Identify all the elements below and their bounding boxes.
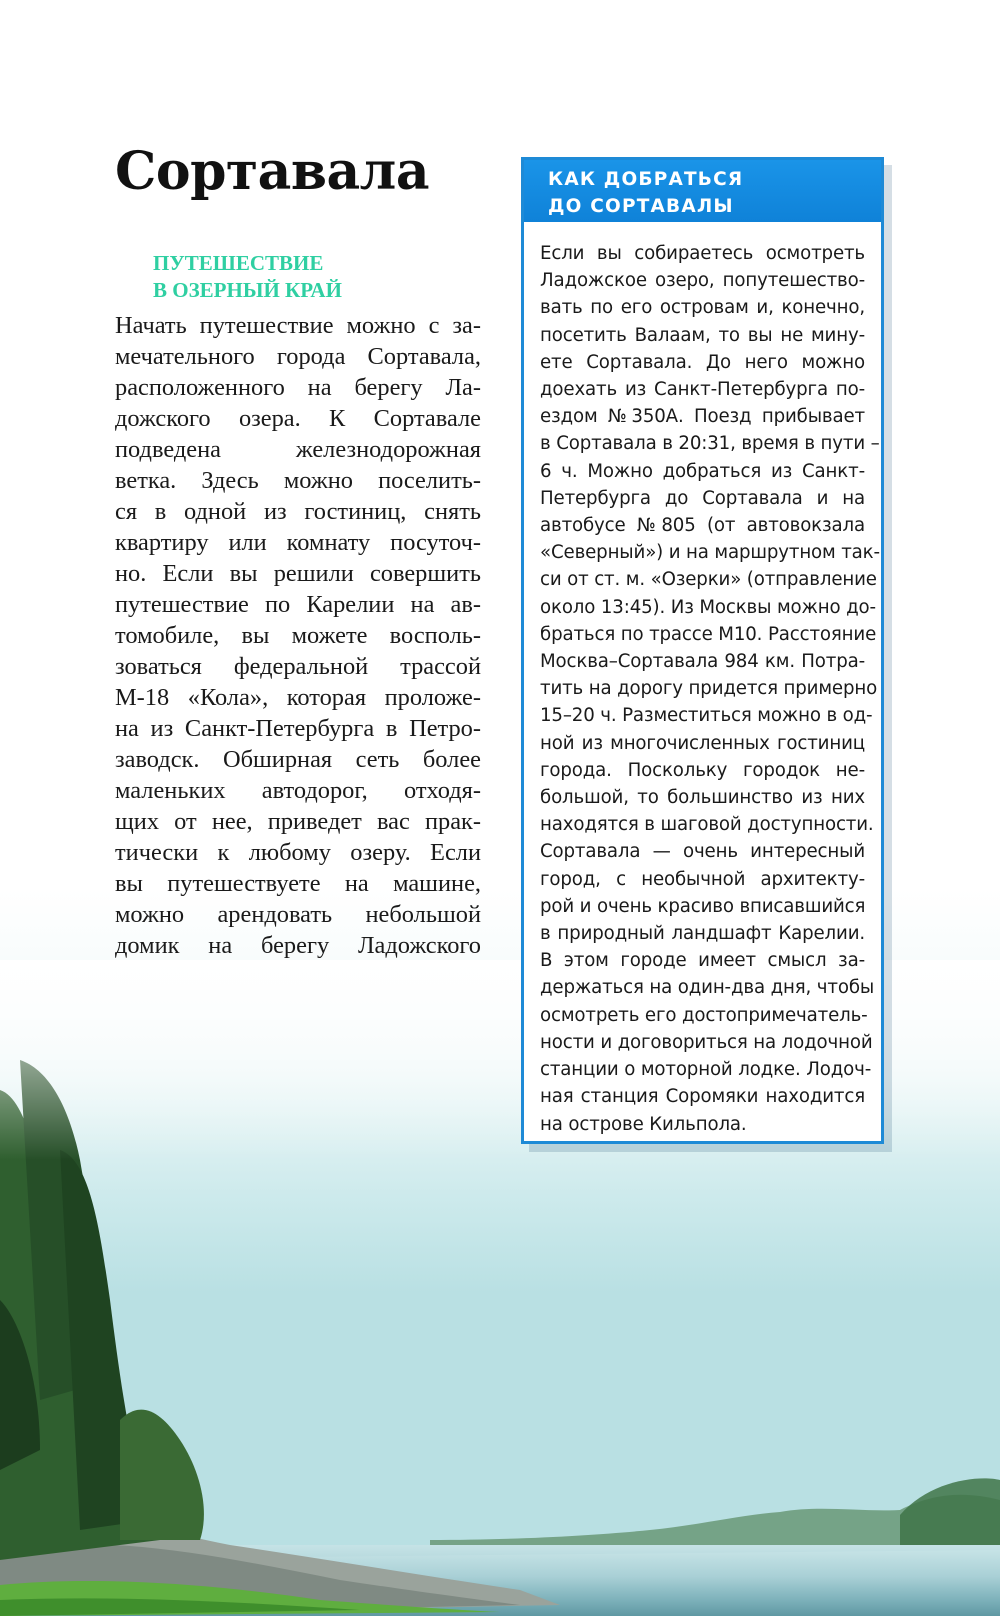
sidebar-line: в Сортавала в 20:31, время в пути – xyxy=(540,433,880,455)
body-line: дожского озера. К Сортавале xyxy=(115,405,481,432)
body-line: ся в одной из гостиниц, снять xyxy=(115,498,481,525)
sidebar-body xyxy=(540,240,880,1138)
sidebar-header xyxy=(524,160,881,222)
body-line: маленьких автодорог, отходя- xyxy=(115,777,481,804)
sidebar-line: 15–20 ч. Разместиться можно в од- xyxy=(540,705,873,727)
body-line: щих от нее, приведет вас прак- xyxy=(115,808,481,835)
sidebar-line: держаться на один-два дня, чтобы xyxy=(540,977,875,999)
body-line: подведена железнодорожная xyxy=(115,436,481,463)
sidebar-line: посетить Валаам, то вы не мину- xyxy=(540,324,865,346)
section-subheading xyxy=(153,250,342,304)
sidebar-line: ездом №350А. Поезд прибывает xyxy=(540,406,865,428)
body-line: мечательного города Сортавала, xyxy=(115,343,481,370)
body-line: домик на берегу Ладожского xyxy=(115,932,481,959)
body-line: зоваться федеральной трассой xyxy=(115,653,481,680)
sidebar-line: доехать из Санкт-Петербурга по- xyxy=(540,379,865,401)
body-line: расположенного на берегу Ла- xyxy=(115,374,481,401)
sidebar-line: ная станция Соромяки находится xyxy=(540,1086,865,1108)
sidebar-line: Петербурга до Сортавала и на xyxy=(540,487,865,509)
subheading-line: В ОЗЕРНЫЙ КРАЙ xyxy=(153,278,342,302)
sidebar-heading xyxy=(524,160,881,220)
sidebar-line: на острове Кильпола. xyxy=(540,1113,747,1135)
subheading-line: ПУТЕШЕСТВИЕ xyxy=(153,251,324,275)
sidebar-line: в природный ландшафт Карелии. xyxy=(540,923,865,945)
sidebar-line: автобусе №805 (от автовокзала xyxy=(540,515,865,537)
body-line: но. Если вы решили совершить xyxy=(115,560,481,587)
sidebar-line: город, с необычной архитекту- xyxy=(540,868,865,890)
body-line: можно арендовать небольшой xyxy=(115,901,481,928)
sidebar-line: тить на дорогу придется примерно xyxy=(540,678,878,700)
sidebar-line: рой и очень красиво вписавшийся xyxy=(540,895,866,917)
sidebar-line: ной из многочисленных гостиниц xyxy=(540,732,865,754)
sidebar-line: осмотреть его достопримечатель- xyxy=(540,1004,868,1026)
body-line: квартиру или комнату посуточ- xyxy=(115,529,481,556)
page-title: Сортавала xyxy=(115,141,430,202)
sidebar-line: Москва–Сортавала 984 км. Потра- xyxy=(540,651,865,673)
sidebar-line: около 13:45). Из Москвы можно до- xyxy=(540,596,876,618)
body-line: вы путешествуете на машине, xyxy=(115,870,481,897)
sidebar-line: находятся в шаговой доступности. xyxy=(540,814,874,836)
sidebar-line: В этом городе имеет смысл за- xyxy=(540,950,865,972)
body-line: тически к любому озеру. Если xyxy=(115,839,481,866)
sidebar-heading-line: ДО СОРТАВАЛЫ xyxy=(548,196,734,217)
body-line: Начать путешествие можно с за- xyxy=(115,312,481,339)
sidebar-line: «Северный») и на маршрутном так- xyxy=(540,542,880,564)
body-line: на из Санкт-Петербурга в Петро- xyxy=(115,715,481,742)
sidebar-line: браться по трассе М10. Расстояние xyxy=(540,623,877,645)
sidebar-line: ете Сортавала. До него можно xyxy=(540,351,865,373)
article-body xyxy=(115,310,481,961)
body-line: томобиле, вы можете восполь- xyxy=(115,622,481,649)
sidebar-line: станции о моторной лодке. Лодоч- xyxy=(540,1059,872,1081)
sidebar-line: Сортавала — очень интересный xyxy=(540,841,865,863)
sidebar-line: города. Поскольку городок не- xyxy=(540,759,865,781)
body-line: ветка. Здесь можно поселить- xyxy=(115,467,481,494)
sidebar-heading-line: КАК ДОБРАТЬСЯ xyxy=(548,169,744,190)
body-line: заводск. Обширная сеть более xyxy=(115,746,481,773)
body-line: путешествие по Карелии на ав- xyxy=(115,591,481,618)
sidebar-line: большой, то большинство из них xyxy=(540,787,865,809)
sidebar-line: Если вы собираетесь осмотреть xyxy=(540,243,865,264)
how-to-get-there-sidebar xyxy=(521,157,884,1144)
sidebar-line: си от ст. м. «Озерки» (отправление xyxy=(540,569,877,591)
sidebar-line: 6 ч. Можно добраться из Санкт- xyxy=(540,460,865,482)
sidebar-line: вать по его островам и, конечно, xyxy=(540,297,865,319)
body-line: М-18 «Кола», которая проложе- xyxy=(115,684,481,711)
sidebar-line: Ладожское озеро, попутешество- xyxy=(540,270,865,292)
sidebar-line: ности и договориться на лодочной xyxy=(540,1031,873,1053)
